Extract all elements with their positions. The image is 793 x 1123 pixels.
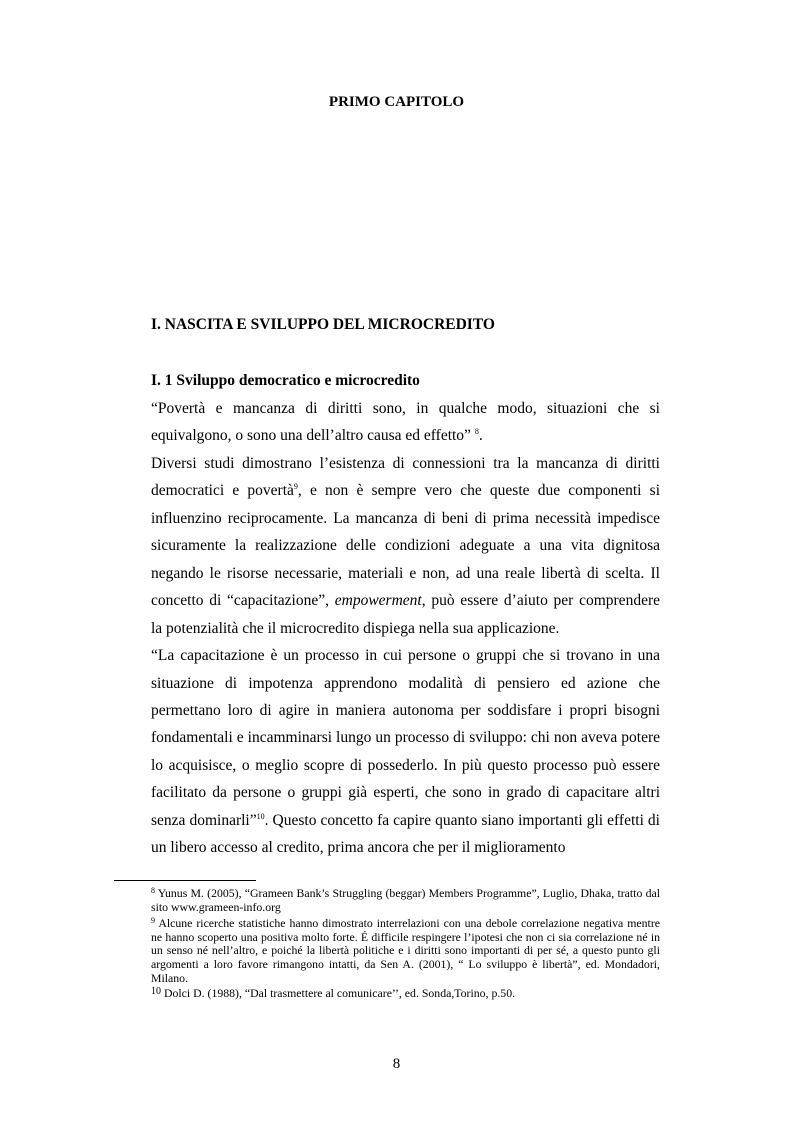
footnote-reference: 9 bbox=[293, 482, 298, 492]
footnote-reference: 10 bbox=[256, 811, 265, 821]
paragraph-text: “La capacitazione è un processo in cui persone o gruppi che si trovano in una situazione di impotenza apprendono modalità di pensiero ed azione che permettano loro di agire in maniera autonoma per soddisfare i propri bisogni fondamentali e incamminarsi lungo un processo di sviluppo: chi non aveva potere lo acquisisce, o meglio scopre di possederlo. In più questo processo può essere facilitato da persone o gruppi già esperti, che sono in grado di capacitare altri senza dominarli” bbox=[151, 647, 660, 829]
footnote bbox=[151, 914, 660, 985]
paragraph-text: Diversi studi dimostrano l’esistenza di connessioni tra la mancanza di diritti democratici e povertà bbox=[151, 454, 660, 500]
paragraph-text: , può essere d’aiuto per comprendere la potenzialità che il microcredito dispiega nella sua applicazione. bbox=[151, 592, 660, 637]
paragraph bbox=[151, 642, 660, 862]
paragraph bbox=[151, 395, 660, 450]
footnote bbox=[151, 884, 660, 914]
paragraph bbox=[151, 450, 660, 642]
footnote-text: Dolci D. (1988), “Dal trasmettere al comunicare’’, ed. Sonda,Torino, p.50. bbox=[161, 986, 516, 1001]
footnote-mark: 8 bbox=[151, 886, 155, 895]
footnotes bbox=[151, 884, 660, 1001]
italic-term: empowerment bbox=[334, 592, 422, 610]
body-text bbox=[151, 395, 660, 862]
footnote-separator bbox=[114, 880, 256, 881]
page-number: 8 bbox=[392, 1056, 401, 1072]
paragraph-text: . bbox=[478, 427, 483, 445]
subsection-title: I. 1 Sviluppo democratico e microcredito bbox=[151, 372, 420, 389]
footnote-text: Alcune ricerche statistiche hanno dimostrato interrelazioni con una debole correlazione negativa mentre ne hanno scoperto una positiva molto forte. É difficile respingere l’ipotesi che non ci sia correlazione né in un senso né nell’altro, e poiché la libertà politiche e i diritti sono importanti di per sé, a questo punto gli argomenti a loro favore rimangono intatti, da Sen A. (2001), “ Lo sviluppo è libertà”, ed. Mondadori, Milano. bbox=[151, 916, 660, 985]
footnote-text: Yunus M. (2005), “Grameen Bank’s Struggling (beggar) Members Programme”, Luglio, Dhaka, tratto dal sito www.grameen-info.org bbox=[151, 886, 660, 914]
paragraph-text: . Questo concetto fa capire quanto siano importanti gli effetti di un libero accesso al credito, prima ancora che per il miglioramento bbox=[151, 811, 660, 857]
footnote-mark: 9 bbox=[151, 916, 155, 926]
footnote-reference: 8 bbox=[474, 427, 479, 437]
paragraph-text: “Povertà e mancanza di diritti sono, in qualche modo, situazioni che si equivalgono, o sono una dell’altro causa ed effetto” bbox=[151, 400, 660, 445]
paragraph-text: , e non è sempre vero che queste due componenti si influenzino reciprocamente. La mancanza di beni di prima necessità impedisce sicuramente la realizzazione delle condizioni adeguate a una vita dignitosa negando le risorse necessarie, materiali e non, ad una reale libertà di scelta. Il concetto di “capacitazione”, bbox=[151, 482, 660, 610]
footnote bbox=[151, 985, 660, 1001]
footnote-mark: 10 bbox=[151, 986, 161, 998]
chapter-title: PRIMO CAPITOLO bbox=[328, 94, 465, 110]
section-title: I. NASCITA E SVILUPPO DEL MICROCREDITO bbox=[151, 316, 495, 333]
